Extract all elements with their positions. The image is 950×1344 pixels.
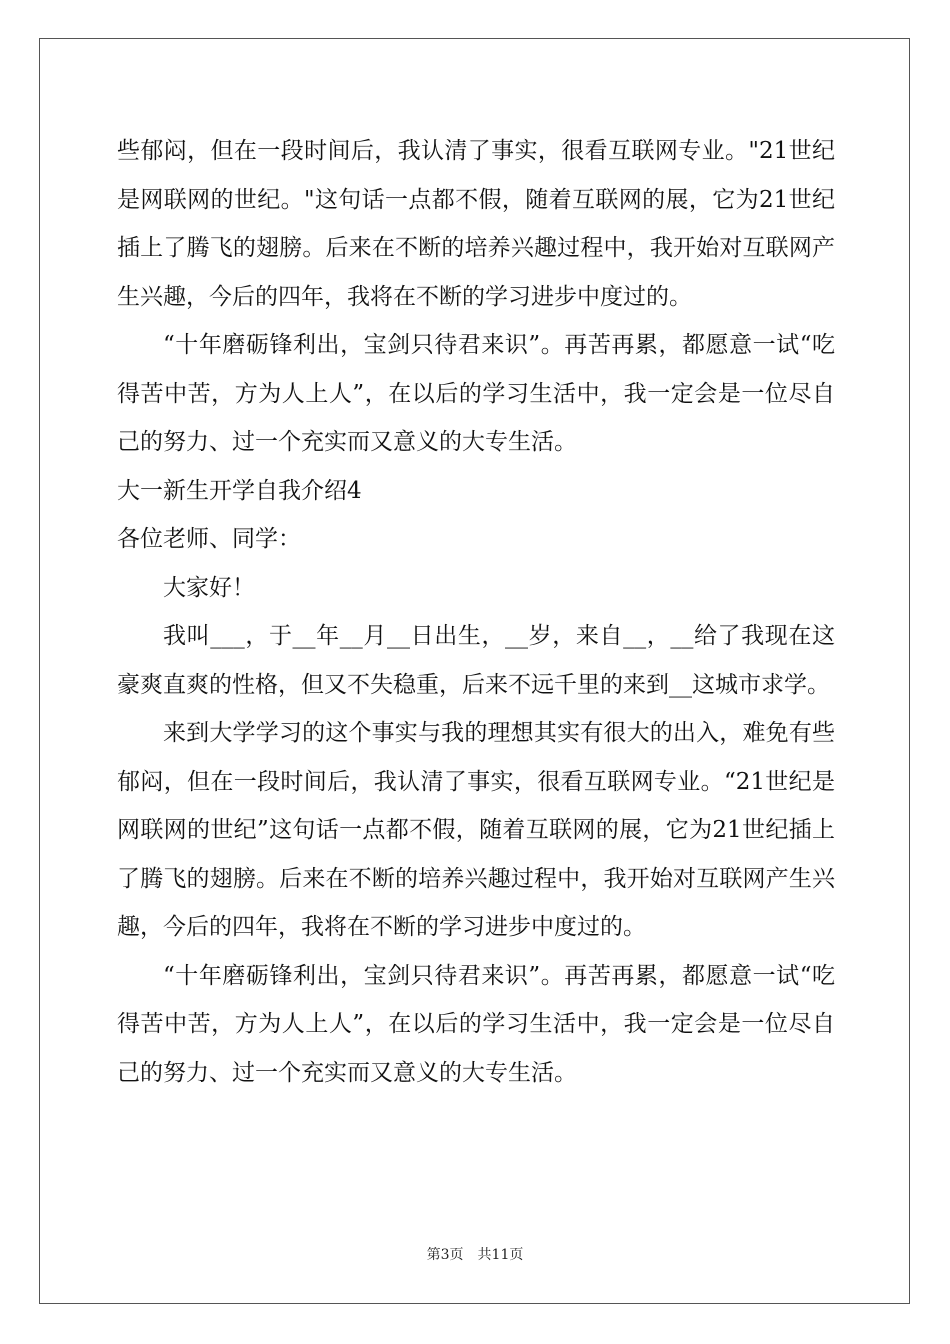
paragraph: 些郁闷，但在一段时间后，我认清了事实，很看互联网专业。"21世纪是网联网的世纪。"这句话一点都不假，随着互联网的展，它为21世纪插上了腾飞的翅膀。后来在不断的培养兴趣过程中，我开始对互联网产生兴趣，今后的四年，我将在不断的学习进步中度过的。	[117, 138, 835, 310]
document-body	[117, 127, 835, 1097]
greeting: 大家好！	[163, 574, 255, 601]
paragraph: “十年磨砺锋利出，宝剑只待君来识”。再苦再累，都愿意一试“吃得苦中苦，方为人上人”，在以后的学习生活中，我一定会是一位尽自己的努力、过一个充实而又意义的大专生活。	[117, 332, 835, 455]
paragraph: 来到大学学习的这个事实与我的理想其实有很大的出入，难免有些郁闷，但在一段时间后，我认清了事实，很看互联网专业。“21世纪是网联网的世纪”这句话一点都不假，随着互联网的展，它为21世纪插上了腾飞的翅膀。后来在不断的培养兴趣过程中，我开始对互联网产生兴趣，今后的四年，我将在不断的学习进步中度过的。	[117, 720, 835, 940]
paragraph: 我叫___，于__年__月__日出生，__岁，来自__，__给了我现在这豪爽直爽的性格，但又不失稳重，后来不远千里的来到__这城市求学。	[117, 623, 836, 698]
page-footer: 第3页 共11页	[426, 1247, 524, 1263]
salutation: 各位老师、同学：	[117, 526, 301, 552]
section-heading: 大一新生开学自我介绍4	[117, 477, 362, 504]
paragraph: “十年磨砺锋利出，宝剑只待君来识”。再苦再累，都愿意一试“吃得苦中苦，方为人上人”，在以后的学习生活中，我一定会是一位尽自己的努力、过一个充实而又意义的大专生活。	[117, 962, 835, 1086]
